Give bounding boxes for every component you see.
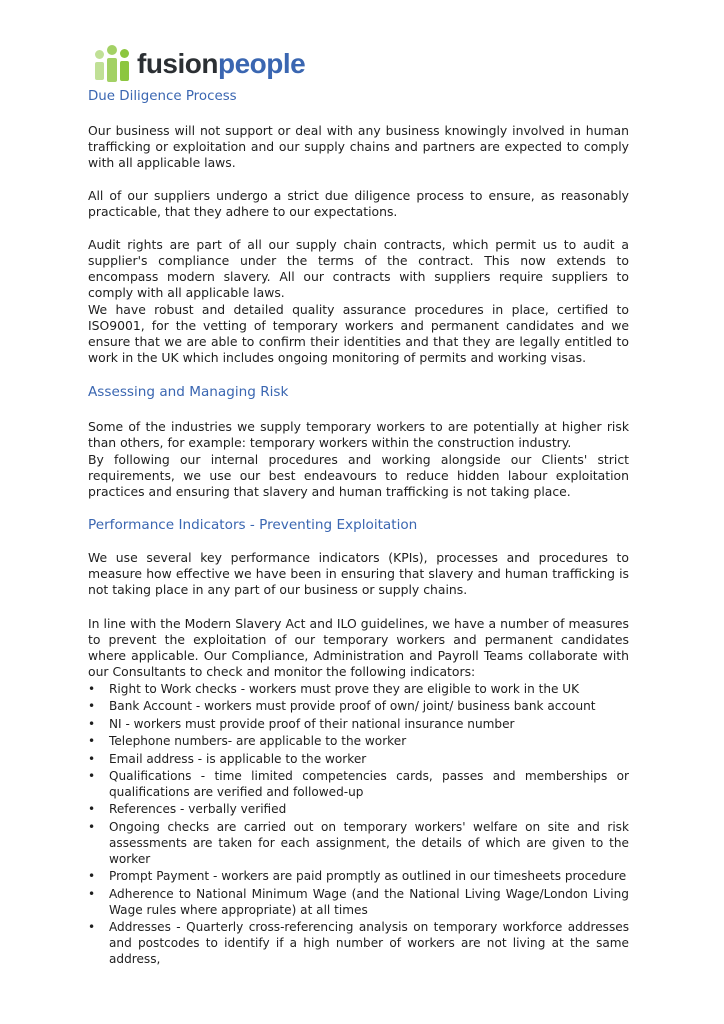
- list-item: [88, 768, 629, 800]
- bullet-icon: •: [88, 716, 96, 731]
- list-item-text: Bank Account - workers must provide proof of own/ joint/ business bank account: [109, 699, 596, 714]
- list-item-text: Right to Work checks - workers must prove they are eligible to work in the UK: [109, 682, 580, 696]
- paragraph: Our business will not support or deal with any business knowingly involved in human trafficking or exploitation and our supply chains and partners are expected to comply with all applicable laws.: [88, 123, 629, 170]
- bullet-icon: •: [88, 734, 96, 749]
- paragraph: We have robust and detailed quality assurance procedures in place, certified to ISO9001, for the vetting of temporary workers and permanent candidates and we ensure that we are able to confirm their identities and that they are legally entitled to work in the UK which includes ongoing monitoring of permits and working visas.: [88, 302, 629, 365]
- people-logo-icon: [93, 44, 133, 84]
- list-item-text: References - verbally verified: [109, 802, 287, 817]
- logo-text-people: people: [218, 48, 306, 79]
- paragraph: We use several key performance indicators (KPIs), processes and procedures to measure how effective we have been in ensuring that slavery and human trafficking is not taking place in any part of our business or supply chains.: [88, 550, 629, 597]
- fusionpeople-logo: [93, 43, 305, 85]
- list-item-text: Telephone numbers- are applicable to the worker: [109, 734, 407, 749]
- list-item: [88, 868, 629, 884]
- heading-due-diligence: Due Diligence Process: [88, 89, 237, 104]
- list-item-text: NI - workers must provide proof of their national insurance number: [109, 716, 515, 731]
- paragraph: In line with the Modern Slavery Act and ILO guidelines, we have a number of measures to prevent the exploitation of our temporary workers and permanent candidates where applicable. Our Compliance, Administration and Payroll Teams collaborate with our Consultants to check and monitor the following indicators:: [88, 616, 629, 679]
- heading-performance-indicators: Performance Indicators - Preventing Exploitation: [88, 517, 418, 533]
- list-item: [88, 733, 629, 749]
- paragraph: Audit rights are part of all our supply chain contracts, which permit us to audit a supplier's compliance under the terms of the contract. This now extends to encompass modern slavery. All our contracts with suppliers require suppliers to comply with all applicable laws.: [88, 237, 629, 300]
- paragraph: Some of the industries we supply temporary workers to are potentially at higher risk than others, for example: temporary workers within the construction industry.: [88, 419, 629, 450]
- heading-risk: Assessing and Managing Risk: [88, 384, 289, 400]
- bullet-icon: •: [88, 819, 96, 834]
- list-item-text: Ongoing checks are carried out on temporary workers' welfare on site and risk assessments are taken for each assignment, the details of which are given to the worker: [109, 819, 629, 866]
- list-item: [88, 698, 629, 714]
- bullet-icon: •: [88, 751, 96, 766]
- paragraph: All of our suppliers undergo a strict due diligence process to ensure, as reasonably practicable, that they adhere to our expectations.: [88, 188, 629, 219]
- paragraph: By following our internal procedures and working alongside our Clients' strict requirements, we use our best endeavours to reduce hidden labour exploitation practices and ensuring that slavery and human trafficking is not taking place.: [88, 452, 629, 499]
- list-item-text: Addresses - Quarterly cross-referencing analysis on temporary workforce addresses and postcodes to identify if a high number of workers are not living at the same address,: [109, 919, 629, 966]
- bullet-icon: •: [88, 682, 96, 696]
- list-item: [88, 919, 629, 967]
- logo-text-fusion: fusion: [137, 48, 218, 79]
- list-item-text: Qualifications - time limited competencies cards, passes and memberships or qualifications are verified and followed-up: [109, 768, 629, 799]
- list-item: [88, 716, 629, 732]
- list-item: [88, 681, 629, 697]
- indicator-list: [88, 681, 629, 968]
- bullet-icon: •: [88, 802, 96, 817]
- list-item-text: Adherence to National Minimum Wage (and the National Living Wage/London Living Wage rules where appropriate) at all times: [109, 886, 629, 917]
- bullet-icon: •: [88, 768, 96, 783]
- list-item-text: Prompt Payment - workers are paid promptly as outlined in our timesheets procedure: [109, 869, 627, 884]
- list-item: [88, 751, 629, 767]
- bullet-icon: •: [88, 699, 96, 714]
- bullet-icon: •: [88, 886, 96, 901]
- bullet-icon: •: [88, 919, 96, 934]
- list-item-text: Email address - is applicable to the worker: [109, 751, 367, 766]
- list-item: [88, 886, 629, 918]
- bullet-icon: •: [88, 869, 96, 884]
- list-item: [88, 801, 629, 817]
- list-item: [88, 819, 629, 867]
